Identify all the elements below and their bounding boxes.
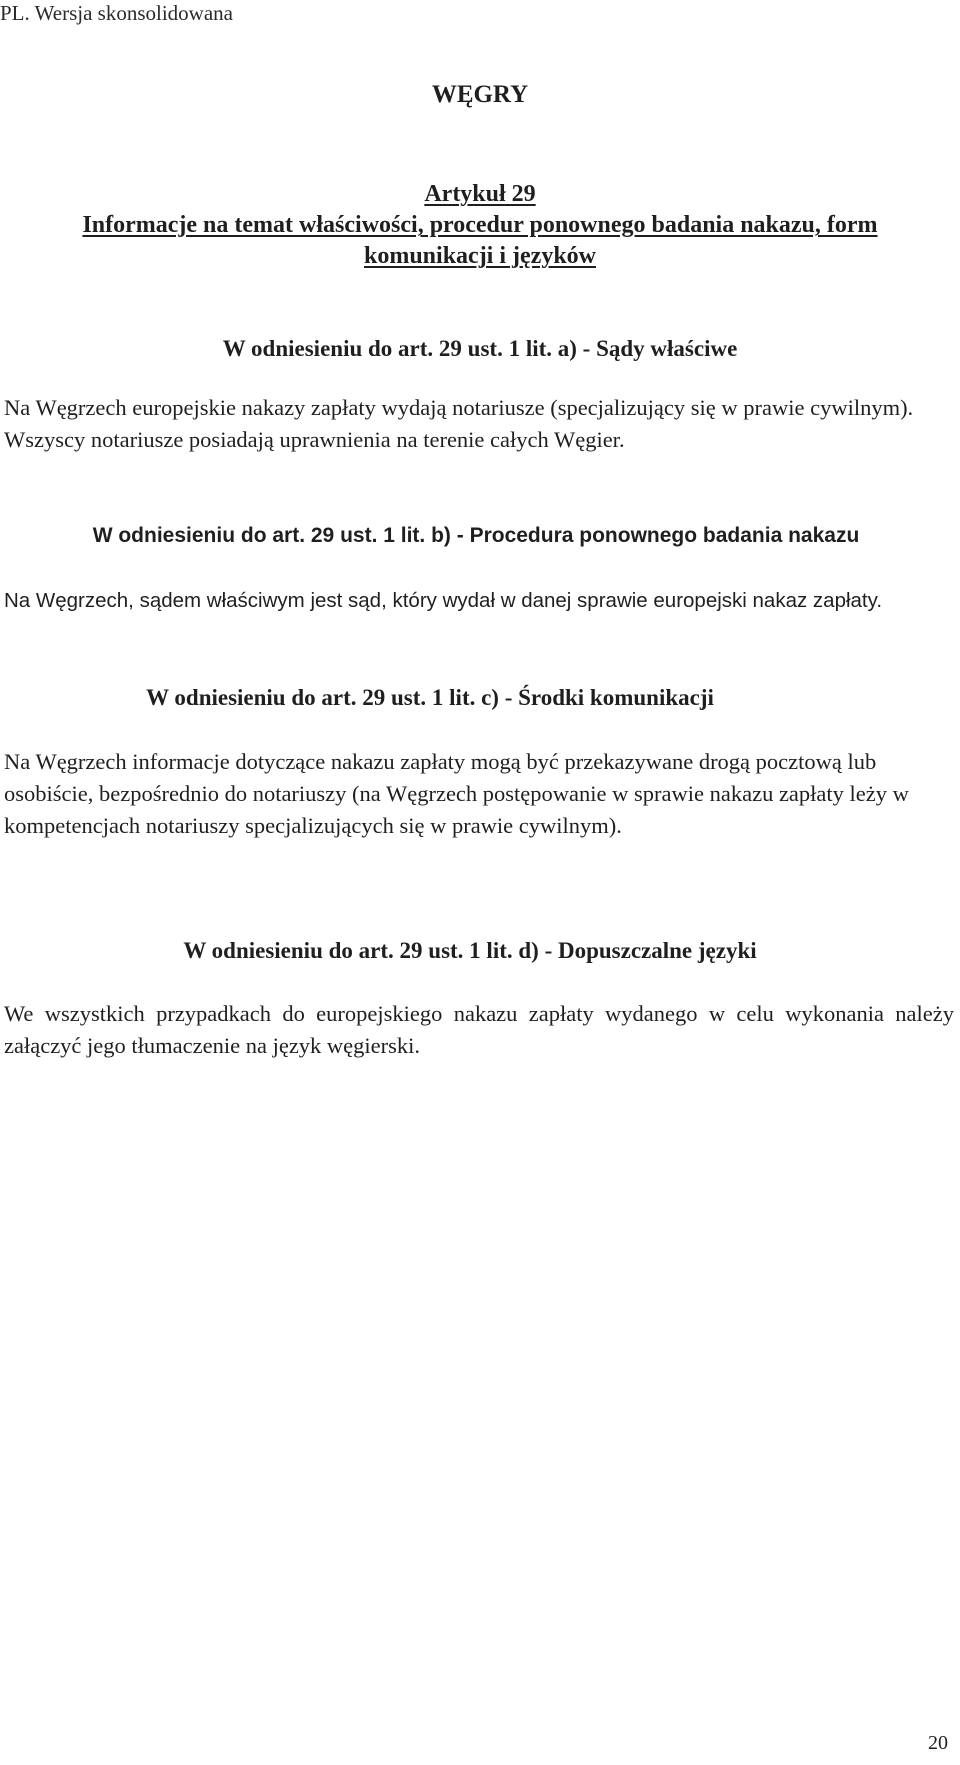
section-heading-c: W odniesieniu do art. 29 ust. 1 lit. c) - Środki komunikacji xyxy=(146,685,714,710)
country-title: WĘGRY xyxy=(431,81,529,108)
section-heading-a: W odniesieniu do art. 29 ust. 1 lit. a) - Sądy właściwe xyxy=(222,336,738,361)
article-title-line-1: Informacje na temat właściwości, procedur ponownego badania nakazu, form xyxy=(82,212,878,238)
article-title-line-2: komunikacji i języków xyxy=(363,243,596,269)
section-body-c: Na Węgrzech informacje dotyczące nakazu zapłaty mogą być przekazywane drogą pocztową lub osobiście, bezpośrednio do notariuszy (na Węgrzech postępowanie w sprawie nakazu zapłaty leży w kompetencjach notariuszy specjalizujących się w prawie cywilnym). xyxy=(4,749,909,838)
section-heading-d: W odniesieniu do art. 29 ust. 1 lit. d) - Dopuszczalne języki xyxy=(183,938,757,963)
article-title xyxy=(0,179,960,272)
section-body-d: We wszystkich przypadkach do europejskiego nakazu zapłaty wydanego w celu wykonania należy załączyć jego tłumaczenie na język węgierski. xyxy=(4,1001,954,1058)
section-body-b: Na Węgrzech, sądem właściwym jest sąd, który wydał w danej sprawie europejski nakaz zapłaty. xyxy=(4,589,883,612)
running-header: PL. Wersja skonsolidowana xyxy=(0,1,233,25)
section-body-a: Na Węgrzech europejskie nakazy zapłaty wydają notariusze (specjalizujący się w prawie cywilnym). Wszyscy notariusze posiadają uprawnienia na terenie całych Węgier. xyxy=(4,395,914,452)
section-heading-b: W odniesieniu do art. 29 ust. 1 lit. b) - Procedura ponownego badania nakazu xyxy=(92,524,860,547)
article-number: Artykuł 29 xyxy=(424,181,536,207)
page-number: 20 xyxy=(928,1732,948,1754)
